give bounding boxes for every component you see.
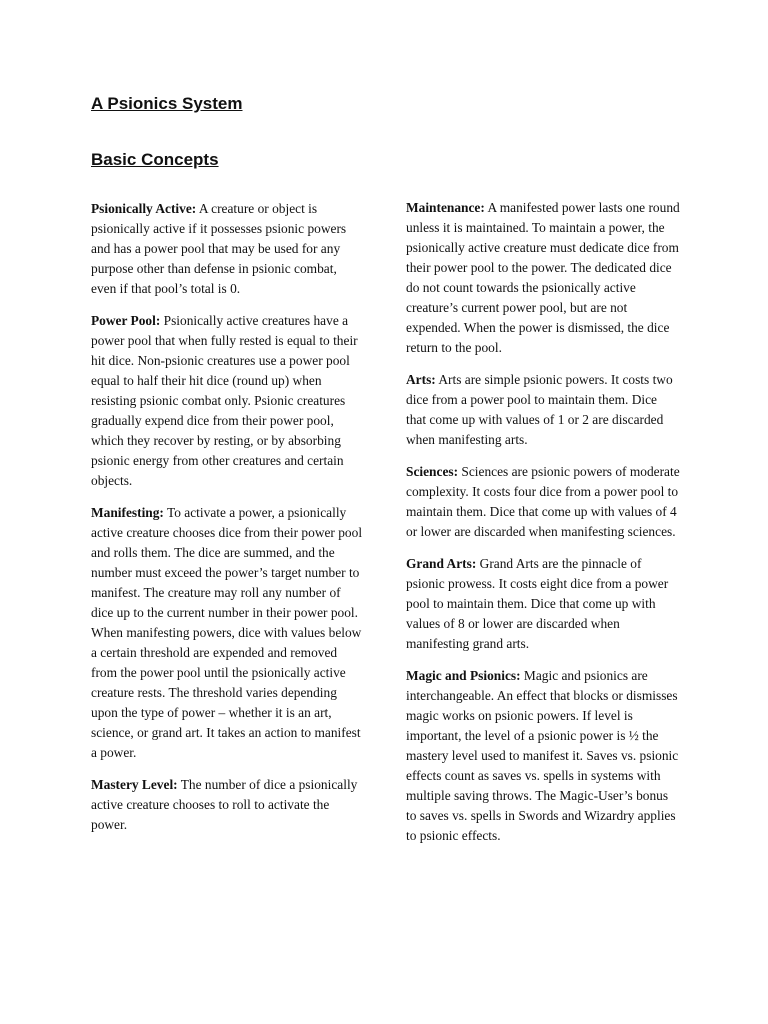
paragraph-grand-arts (406, 554, 680, 654)
paragraph-maintenance (406, 198, 680, 358)
body-mastery-level: The number of dice a psionically active creature chooses to roll to activate the power. (91, 777, 358, 832)
section-heading: Basic Concepts (91, 150, 219, 169)
paragraph-psionically-active (91, 199, 365, 299)
body-grand-arts: Grand Arts are the pinnacle of psionic prowess. It costs eight dice from a power pool to maintain them. Dice that come up with values of 8 or lower are discarded when manifesting grand arts. (406, 556, 669, 651)
term-power-pool: Power Pool: (91, 313, 161, 328)
term-arts: Arts: (406, 372, 436, 387)
paragraph-arts (406, 370, 680, 450)
term-grand-arts: Grand Arts: (406, 556, 477, 571)
term-magic-and-psionics: Magic and Psionics: (406, 668, 521, 683)
document-title: A Psionics System (91, 94, 243, 113)
term-mastery-level: Mastery Level: (91, 777, 178, 792)
left-column (91, 199, 365, 847)
paragraph-mastery-level (91, 775, 365, 835)
body-power-pool: Psionically active creatures have a power pool that when fully rested is equal to their hit dice. Non-psionic creatures use a power pool equal to half their hit dice (round up) when resisting psionic combat only. Psionic creatures gradually expend dice from their power pool, which they recover by resting, or by absorbing psionic energy from other creatures and certain objects. (91, 313, 358, 488)
paragraph-magic-and-psionics (406, 666, 680, 846)
body-maintenance: A manifested power lasts one round unless it is maintained. To maintain a power, the psionically active creature must dedicate dice from their power pool to the power. The dedicated dice do not count towards the psionically active creature’s current power pool, but are not expended. When the power is dismissed, the dice return to the pool. (406, 200, 680, 355)
body-manifesting: To activate a power, a psionically active creature chooses dice from their power pool and rolls them. The dice are summed, and the number must exceed the power’s target number to manifest. The creature may roll any number of dice up to the current number in their power pool. When manifesting powers, dice with values below a certain threshold are expended and removed from the power pool until the psionically active creature rests. The threshold varies depending upon the type of power – whether it is an art, science, or grand art. It takes an action to manifest a power. (91, 505, 363, 760)
term-maintenance: Maintenance: (406, 200, 485, 215)
paragraph-sciences (406, 462, 680, 542)
paragraph-manifesting (91, 503, 365, 763)
body-arts: Arts are simple psionic powers. It costs two dice from a power pool to maintain them. Dice that come up with values of 1 or 2 are discarded when manifesting arts. (406, 372, 673, 447)
term-sciences: Sciences: (406, 464, 459, 479)
right-column (406, 198, 680, 858)
paragraph-power-pool (91, 311, 365, 491)
body-magic-and-psionics: Magic and psionics are interchangeable. An effect that blocks or dismisses magic works on psionic powers. If level is important, the level of a psionic power is ½ the mastery level used to manifest it. Saves vs. psionic effects count as saves vs. spells in systems with multiple saving throws. The Magic-User’s bonus to saves vs. spells in Swords and Wizardry applies to psionic effects. (406, 668, 679, 843)
term-manifesting: Manifesting: (91, 505, 164, 520)
term-psionically-active: Psionically Active: (91, 201, 197, 216)
body-psionically-active: A creature or object is psionically active if it possesses psionic powers and has a power pool that may be used for any purpose other than defense in psionic combat, even if that pool’s total is 0. (91, 201, 347, 296)
body-sciences: Sciences are psionic powers of moderate complexity. It costs four dice from a power pool to maintain them. Dice that come up with values of 4 or lower are discarded when manifesting sciences. (406, 464, 680, 539)
